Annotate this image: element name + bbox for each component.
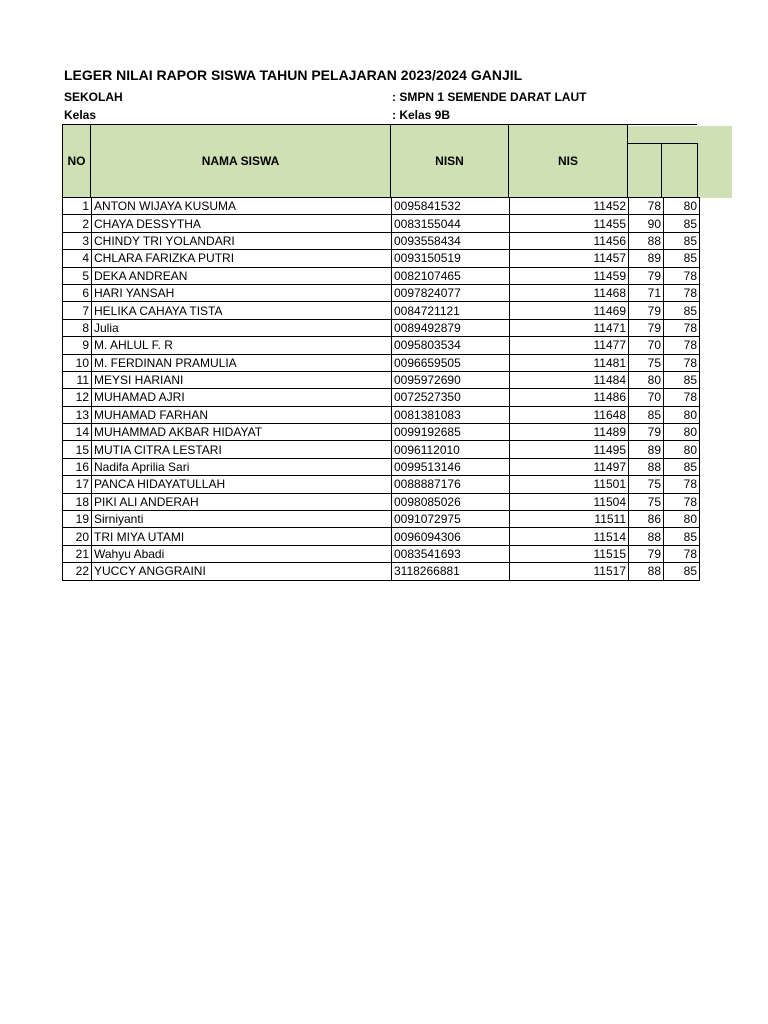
student-nis: 11457 [510,250,629,267]
student-nisn: 0097824077 [392,284,510,301]
row-number: 2 [63,215,92,232]
student-name: HELIKA CAHAYA TISTA [92,302,392,319]
table-row [63,511,700,528]
grade-value-2: 85 [664,563,700,580]
grade-value-1: 80 [629,371,664,388]
grade-value-1: 88 [629,563,664,580]
student-name: MUHAMAD AJRI [92,389,392,406]
grade-value-1: 79 [629,267,664,284]
grade-value-2: 80 [664,198,700,215]
column-header-nis: NIS [508,124,628,198]
row-number: 6 [63,284,92,301]
grade-value-2: 78 [664,284,700,301]
student-nis: 11489 [510,424,629,441]
table-row [63,354,700,371]
student-name: MUTIA CITRA LESTARI [92,441,392,458]
student-nis: 11468 [510,284,629,301]
row-number: 1 [63,198,92,215]
table-row [63,476,700,493]
student-nisn: 0095803534 [392,337,510,354]
student-nisn: 0093558434 [392,232,510,249]
table-row [63,302,700,319]
row-number: 4 [63,250,92,267]
grades-table-body [63,198,700,581]
student-nis: 11477 [510,337,629,354]
student-nis: 11497 [510,458,629,475]
kelas-label: Kelas [64,108,97,122]
row-number: 11 [63,371,92,388]
row-number: 5 [63,267,92,284]
row-number: 15 [63,441,92,458]
grade-value-2: 85 [664,215,700,232]
grade-value-2: 78 [664,389,700,406]
student-nis: 11484 [510,371,629,388]
row-number: 3 [63,232,92,249]
row-number: 7 [63,302,92,319]
row-number: 9 [63,337,92,354]
grade-value-2: 78 [664,476,700,493]
grade-value-2: 80 [664,424,700,441]
student-nisn: 0096659505 [392,354,510,371]
table-row [63,337,700,354]
student-nis: 11504 [510,493,629,510]
document-title: LEGER NILAI RAPOR SISWA TAHUN PELAJARAN 2023/2024 GANJIL [64,67,523,83]
grade-value-2: 80 [664,511,700,528]
student-nis: 11648 [510,406,629,423]
grade-value-1: 88 [629,232,664,249]
student-nisn: 0091072975 [392,511,510,528]
student-nisn: 0088887176 [392,476,510,493]
table-row [63,493,700,510]
student-nis: 11495 [510,441,629,458]
student-nisn: 0081381083 [392,406,510,423]
row-number: 14 [63,424,92,441]
grade-value-1: 79 [629,319,664,336]
student-name: MUHAMMAD AKBAR HIDAYAT [92,424,392,441]
grade-value-1: 70 [629,337,664,354]
student-nisn: 0084721121 [392,302,510,319]
grade-value-2: 78 [664,493,700,510]
student-nisn: 0095841532 [392,198,510,215]
row-number: 10 [63,354,92,371]
student-name: CHINDY TRI YOLANDARI [92,232,392,249]
student-name: CHLARA FARIZKA PUTRI [92,250,392,267]
row-number: 18 [63,493,92,510]
student-name: MEYSI HARIANI [92,371,392,388]
student-nisn: 0098085026 [392,493,510,510]
table-row [63,441,700,458]
table-row [63,563,700,580]
grade-value-2: 85 [664,371,700,388]
column-header-no: NO [62,124,91,198]
row-number: 17 [63,476,92,493]
student-nisn: 0083541693 [392,545,510,562]
grade-value-2: 78 [664,337,700,354]
table-row [63,319,700,336]
student-nisn: 0082107465 [392,267,510,284]
student-nisn: 0089492879 [392,319,510,336]
column-header-grade-2 [661,143,698,198]
student-nisn: 0099192685 [392,424,510,441]
student-nis: 11501 [510,476,629,493]
sekolah-value: : SMPN 1 SEMENDE DARAT LAUT [392,90,587,104]
row-number: 20 [63,528,92,545]
grade-value-1: 85 [629,406,664,423]
grade-value-1: 90 [629,215,664,232]
grade-value-2: 85 [664,232,700,249]
grade-value-1: 75 [629,354,664,371]
student-name: MUHAMAD FARHAN [92,406,392,423]
student-nisn: 3118266881 [392,563,510,580]
grade-value-1: 70 [629,389,664,406]
student-nis: 11469 [510,302,629,319]
student-name: DEKA ANDREAN [92,267,392,284]
student-name: Sirniyanti [92,511,392,528]
grade-value-2: 78 [664,319,700,336]
student-nis: 11481 [510,354,629,371]
grade-value-2: 78 [664,354,700,371]
table-row [63,267,700,284]
row-number: 8 [63,319,92,336]
grade-value-1: 79 [629,302,664,319]
table-row [63,198,700,215]
student-nisn: 0093150519 [392,250,510,267]
student-name: Nadifa Aprilia Sari [92,458,392,475]
table-row [63,406,700,423]
row-number: 12 [63,389,92,406]
student-nis: 11456 [510,232,629,249]
student-nis: 11459 [510,267,629,284]
table-row [63,215,700,232]
student-name: PIKI ALI ANDERAH [92,493,392,510]
grade-value-1: 86 [629,511,664,528]
grade-value-1: 88 [629,458,664,475]
table-row [63,284,700,301]
grade-value-1: 75 [629,476,664,493]
table-row [63,389,700,406]
grade-value-2: 80 [664,406,700,423]
grade-value-2: 85 [664,458,700,475]
grade-value-1: 75 [629,493,664,510]
grade-value-2: 78 [664,267,700,284]
student-nisn: 0083155044 [392,215,510,232]
table-row [63,545,700,562]
student-nisn: 0096094306 [392,528,510,545]
student-name: Wahyu Abadi [92,545,392,562]
grade-value-1: 88 [629,528,664,545]
student-nisn: 0096112010 [392,441,510,458]
student-nisn: 0095972690 [392,371,510,388]
student-nis: 11471 [510,319,629,336]
grade-value-2: 85 [664,250,700,267]
column-header-nisn: NISN [390,124,509,198]
table-row [63,232,700,249]
student-name: M. FERDINAN PRAMULIA [92,354,392,371]
grade-value-2: 78 [664,545,700,562]
student-name: PANCA HIDAYATULLAH [92,476,392,493]
grade-value-1: 78 [629,198,664,215]
student-nis: 11452 [510,198,629,215]
student-name: HARI YANSAH [92,284,392,301]
row-number: 16 [63,458,92,475]
student-nis: 11514 [510,528,629,545]
row-number: 19 [63,511,92,528]
grade-value-2: 85 [664,302,700,319]
column-header-nama-siswa: NAMA SISWA [90,124,391,198]
row-number: 21 [63,545,92,562]
row-number: 22 [63,563,92,580]
student-nis: 11517 [510,563,629,580]
grade-value-1: 89 [629,250,664,267]
student-name: M. AHLUL F. R [92,337,392,354]
student-name: TRI MIYA UTAMI [92,528,392,545]
grade-value-1: 71 [629,284,664,301]
student-name: ANTON WIJAYA KUSUMA [92,198,392,215]
kelas-value: : Kelas 9B [392,108,451,122]
grade-value-1: 89 [629,441,664,458]
row-number: 13 [63,406,92,423]
table-row [63,424,700,441]
student-nisn: 0072527350 [392,389,510,406]
table-row [63,371,700,388]
student-name: YUCCY ANGGRAINI [92,563,392,580]
grades-table [62,197,700,581]
student-nis: 11455 [510,215,629,232]
student-name: Julia [92,319,392,336]
table-row [63,528,700,545]
grade-value-1: 79 [629,545,664,562]
grade-value-1: 79 [629,424,664,441]
table-row [63,458,700,475]
student-nis: 11486 [510,389,629,406]
sekolah-label: SEKOLAH [64,90,123,104]
student-name: CHAYA DESSYTHA [92,215,392,232]
table-row [63,250,700,267]
student-nis: 11511 [510,511,629,528]
grade-value-2: 85 [664,528,700,545]
column-header-grade-1 [627,143,662,198]
student-nisn: 0099513146 [392,458,510,475]
student-nis: 11515 [510,545,629,562]
grade-value-2: 80 [664,441,700,458]
